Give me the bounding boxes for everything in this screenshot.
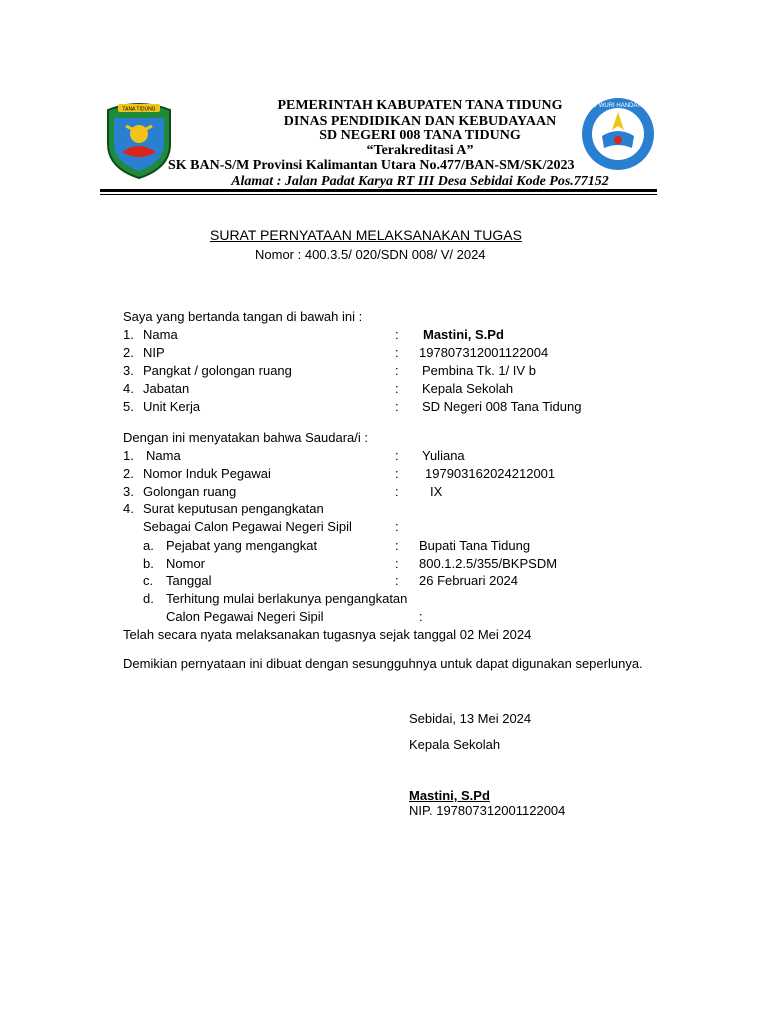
kop-line-6: Alamat : Jalan Padat Karya RT III Desa Sebidai Kode Pos.77152 bbox=[231, 174, 609, 189]
list-number: 3. bbox=[123, 484, 134, 499]
signer-name: Mastini, S.Pd bbox=[409, 788, 490, 803]
field-label: Nama bbox=[143, 327, 178, 342]
header-rule-thick bbox=[100, 189, 657, 192]
field-label: Terhitung mulai berlakunya pengangkatan bbox=[166, 591, 408, 606]
list-number: 2. bbox=[123, 466, 134, 481]
field-label: Nama bbox=[146, 448, 181, 463]
field-value: Kepala Sekolah bbox=[422, 381, 514, 396]
field-value: Bupati Tana Tidung bbox=[419, 538, 531, 553]
statement-text: Dengan ini menyatakan bahwa Saudara/i : bbox=[123, 430, 368, 445]
list-number: 4. bbox=[123, 381, 134, 396]
list-number: 3. bbox=[123, 363, 134, 378]
field-value: SD Negeri 008 Tana Tidung bbox=[422, 399, 582, 414]
field-value: 26 Februari 2024 bbox=[419, 573, 519, 588]
field-value: IX bbox=[430, 484, 443, 499]
field-colon: : bbox=[395, 363, 399, 378]
field-colon: : bbox=[395, 556, 399, 571]
letter-title: SURAT PERNYATAAN MELAKSANAKAN TUGAS bbox=[210, 227, 522, 243]
field-colon: : bbox=[395, 327, 399, 342]
field-colon: : bbox=[395, 381, 399, 396]
field-colon: : bbox=[395, 573, 399, 588]
field-colon: : bbox=[395, 448, 399, 463]
list-number: 1. bbox=[123, 448, 134, 463]
signer-nip: NIP. 197807312001122004 bbox=[409, 803, 566, 818]
list-number: 2. bbox=[123, 345, 134, 360]
field-colon: : bbox=[395, 484, 399, 499]
field-value: Mastini, S.Pd bbox=[423, 327, 504, 342]
field-value: 800.1.2.5/355/BKPSDM bbox=[419, 556, 558, 571]
field-label: NIP bbox=[143, 345, 165, 360]
list-number: 4. bbox=[123, 501, 134, 516]
field-colon: : bbox=[419, 609, 423, 624]
field-colon: : bbox=[395, 538, 399, 553]
kop-line-1: PEMERINTAH KABUPATEN TANA TIDUNG bbox=[277, 98, 563, 113]
field-label: Calon Pegawai Negeri Sipil bbox=[166, 609, 324, 624]
closing-text: Demikian pernyataan ini dibuat dengan sesungguhnya untuk dapat digunakan seperlunya. bbox=[123, 656, 643, 671]
list-number: 1. bbox=[123, 327, 134, 342]
field-value: Yuliana bbox=[422, 448, 465, 463]
field-value: 197807312001122004 bbox=[419, 345, 549, 360]
svg-text:TANA TIDUNG: TANA TIDUNG bbox=[122, 106, 156, 113]
field-label: Sebagai Calon Pegawai Negeri Sipil bbox=[143, 519, 352, 534]
field-colon: : bbox=[395, 399, 399, 414]
list-letter: c. bbox=[143, 573, 154, 588]
field-value: Pembina Tk. 1/ IV b bbox=[422, 363, 536, 378]
duty-statement: Telah secara nyata melaksanakan tugasnya sejak tanggal 02 Mei 2024 bbox=[123, 627, 532, 642]
intro-text: Saya yang bertanda tangan di bawah ini : bbox=[123, 309, 363, 324]
letter-number: Nomor : 400.3.5/ 020/SDN 008/ V/ 2024 bbox=[255, 247, 486, 262]
signer-position: Kepala Sekolah bbox=[409, 737, 501, 752]
field-colon: : bbox=[395, 466, 399, 481]
header-rule-thin bbox=[100, 194, 657, 195]
field-label: Nomor bbox=[166, 556, 206, 571]
field-label: Surat keputusan pengangkatan bbox=[143, 501, 324, 516]
field-colon: : bbox=[395, 519, 399, 534]
field-colon: : bbox=[395, 345, 399, 360]
field-label: Unit Kerja bbox=[143, 399, 201, 414]
kop-line-5: SK BAN-S/M Provinsi Kalimantan Utara No.477/BAN-SM/SK/2023 bbox=[168, 158, 575, 173]
svg-text:TUT WURI HANDAYANI: TUT WURI HANDAYANI bbox=[585, 103, 651, 109]
field-value: 197903162024212001 bbox=[425, 466, 556, 481]
kop-line-2: DINAS PENDIDIKAN DAN KEBUDAYAAN bbox=[283, 114, 557, 129]
field-label: Jabatan bbox=[143, 381, 190, 396]
list-number: 5. bbox=[123, 399, 134, 414]
list-letter: d. bbox=[143, 591, 154, 606]
field-label: Golongan ruang bbox=[143, 484, 237, 499]
field-label: Tanggal bbox=[166, 573, 212, 588]
field-label: Pejabat yang mengangkat bbox=[166, 538, 318, 553]
kop-line-3: SD NEGERI 008 TANA TIDUNG bbox=[319, 128, 521, 143]
place-date: Sebidai, 13 Mei 2024 bbox=[409, 711, 532, 726]
field-label: Nomor Induk Pegawai bbox=[143, 466, 271, 481]
field-label: Pangkat / golongan ruang bbox=[143, 363, 292, 378]
kop-line-4: “Terakreditasi A” bbox=[366, 143, 474, 158]
list-letter: a. bbox=[143, 538, 154, 553]
list-letter: b. bbox=[143, 556, 154, 571]
